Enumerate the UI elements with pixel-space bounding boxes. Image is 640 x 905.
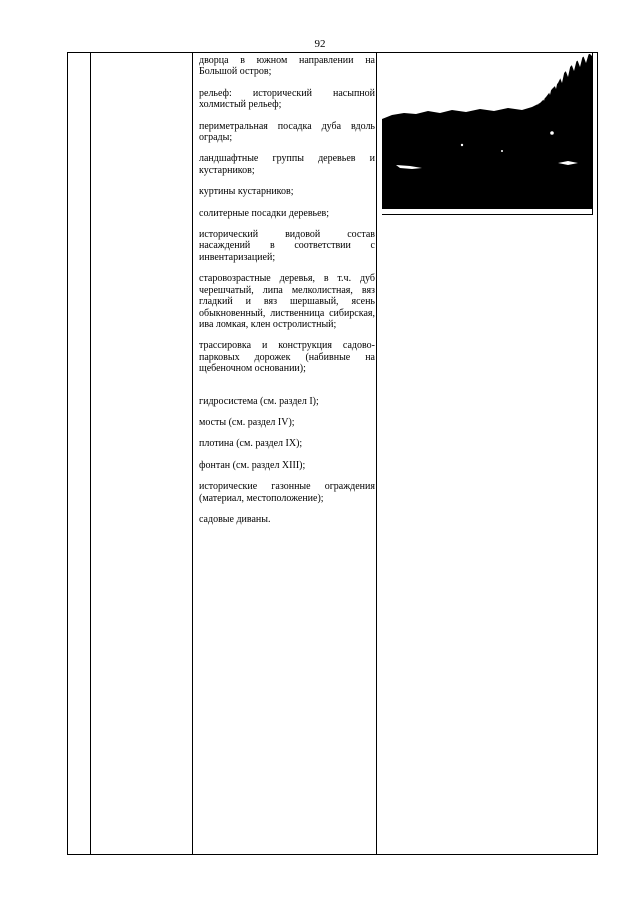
- list-item: ландшафтные группы деревьев и кустарников;: [199, 153, 375, 176]
- list-item: дворца в южном направлении на Большой остров;: [199, 55, 375, 78]
- list-item: куртины кустарников;: [199, 186, 294, 198]
- page-number: 92: [314, 38, 326, 50]
- list-item: солитерные посадки деревьев;: [199, 207, 330, 219]
- list-item: рельеф: исторический насыпной холмистый рельеф;: [199, 87, 375, 111]
- document-table: [67, 52, 598, 855]
- list-item: исторические газонные ограждения (материал, местоположение);: [199, 481, 375, 504]
- landscape-photo-icon: [382, 53, 593, 215]
- list-item: фонтан (см. раздел XIII);: [199, 459, 306, 471]
- list-item: плотина (см. раздел IX);: [199, 438, 303, 450]
- landscape-photo: [382, 53, 593, 215]
- list-item: периметральная посадка дуба вдоль ограды;: [199, 120, 375, 144]
- column-divider-3: [376, 53, 377, 854]
- elements-column: [199, 55, 375, 525]
- list-item: мосты (см. раздел IV);: [199, 416, 295, 428]
- list-item: садовые диваны.: [199, 513, 271, 525]
- column-divider-2: [192, 53, 193, 854]
- list-item: исторический видовой состав насаждений в соответствии с инвентаризацией;: [199, 229, 375, 263]
- column-divider-1: [90, 53, 91, 854]
- list-item: гидросистема (см. раздел I);: [199, 395, 319, 407]
- list-item: старовозрастные деревья, в т.ч. дуб черешчатый, липа мелколистная, вяз гладкий и вяз шершавый, ясень обыкновенный, лиственница сибирская, ива ломкая, клен остролистный;: [199, 273, 375, 330]
- list-item: трассировка и конструкция садово-парковых дорожек (набивные на щебеночном основании);: [199, 340, 375, 375]
